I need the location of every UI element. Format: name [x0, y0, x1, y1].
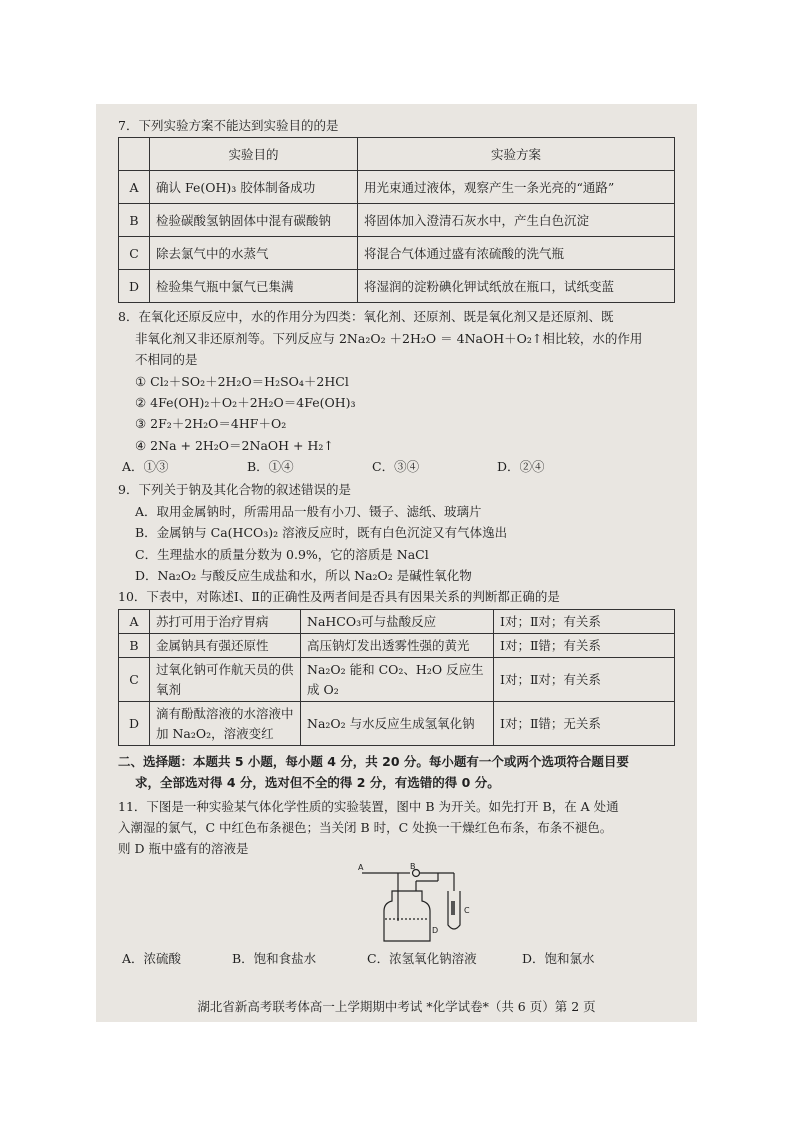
q10-row-key: C — [119, 658, 150, 702]
q7-row — [119, 204, 675, 237]
q10-row-s1: 金属钠具有强还原性 — [150, 634, 301, 658]
q8-stem-line1: 8．在氧化还原反应中，水的作用分为四类：氧化剂、还原剂、既是氧化剂又是还原剂、既 — [118, 309, 614, 325]
q8 — [118, 307, 675, 476]
q8-reaction-1: ① Cl₂＋SO₂＋2H₂O＝H₂SO₄＋2HCl — [135, 373, 349, 389]
q10-row-s2: NaHCO₃可与盐酸反应 — [301, 609, 494, 633]
q7-header-row — [119, 138, 675, 171]
q7-row-key: C — [119, 237, 150, 270]
q10-row-judge: Ⅰ对；Ⅱ对；有关系 — [494, 609, 675, 633]
q10-table — [118, 609, 675, 746]
section-2-heading — [118, 752, 675, 793]
q10-row-s1: 滴有酚酞溶液的水溶液中加 Na₂O₂，溶液变红 — [150, 702, 301, 746]
q8-reaction-3: ③ 2F₂＋2H₂O＝4HF＋O₂ — [135, 416, 287, 432]
q9 — [118, 480, 675, 585]
q7-row-key: D — [119, 270, 150, 303]
q8-reaction-4: ④ 2Na + 2H₂O＝2NaOH + H₂↑ — [135, 437, 334, 453]
q11-options — [118, 949, 675, 968]
q10-row — [119, 658, 675, 702]
q7-row — [119, 171, 675, 204]
section-2-line2: 求，全部选对得 4 分，选对但不全的得 2 分，有选错的得 0 分。 — [135, 775, 500, 791]
q10-row-judge: Ⅰ对；Ⅱ错；无关系 — [494, 702, 675, 746]
q11-option-a: A．浓硫酸 — [122, 950, 182, 966]
q7-row-goal: 检验集气瓶中氯气已集满 — [150, 270, 358, 303]
q11-stem-line1: 11．下图是一种实验某气体化学性质的实验装置，图中 B 为开关。如先打开 B，在 A 处通 — [118, 798, 619, 814]
label-b: B — [410, 861, 416, 871]
q7-row-goal: 确认 Fe(OH)₃ 胶体制备成功 — [150, 171, 358, 204]
q7-row-key: B — [119, 204, 150, 237]
q7-row-goal: 除去氯气中的水蒸气 — [150, 237, 358, 270]
gas-apparatus-diagram — [358, 861, 478, 945]
q9-stem: 9．下列关于钠及其化合物的叙述错误的是 — [118, 482, 351, 498]
q7-row — [119, 270, 675, 303]
q7-row-goal: 检验碳酸氢钠固体中混有碳酸钠 — [150, 204, 358, 237]
q7-stem: 7．下列实验方案不能达到实验目的的是 — [118, 118, 339, 133]
q10-row-s1: 苏打可用于治疗胃病 — [150, 609, 301, 633]
q10 — [118, 587, 675, 746]
q10-row — [119, 702, 675, 746]
q8-option-a: A．①③ — [122, 459, 169, 474]
q8-option-d: D．②④ — [497, 459, 545, 474]
q10-row-s2: 高压钠灯发出透雾性强的黄光 — [301, 634, 494, 658]
q7-row-plan: 将湿润的淀粉碘化钾试纸放在瓶口，试纸变蓝 — [358, 270, 675, 303]
page-footer: 湖北省新高考联考体高一上学期期中考试 *化学试卷*（共 6 页）第 2 页 — [197, 998, 596, 1014]
label-d: D — [432, 925, 439, 935]
q9-option-b: B．金属钠与 Ca(HCO₃)₂ 溶液反应时，既有白色沉淀又有气体逸出 — [135, 525, 508, 541]
q10-row-key: A — [119, 609, 150, 633]
q8-options — [118, 457, 675, 476]
q11-option-b: B．饱和食盐水 — [232, 950, 317, 966]
q7-header-goal: 实验目的 — [150, 138, 358, 171]
q11-option-c: C．浓氢氧化钠溶液 — [367, 950, 477, 966]
q8-stem-line3: 不相同的是 — [135, 352, 198, 368]
q7-row-key: A — [119, 171, 150, 204]
q10-row-s2: Na₂O₂ 能和 CO₂、H₂O 反应生成 O₂ — [301, 658, 494, 702]
exam-page — [96, 104, 697, 1022]
q7-row-plan: 用光束通过液体，观察产生一条光亮的“通路” — [358, 171, 675, 204]
q11-stem-line3: 则 D 瓶中盛有的溶液是 — [118, 841, 249, 857]
q7-header-plan: 实验方案 — [358, 138, 675, 171]
q11 — [118, 797, 675, 969]
q8-reaction-2: ② 4Fe(OH)₂＋O₂＋2H₂O＝4Fe(OH)₃ — [135, 394, 356, 410]
q10-row-judge: Ⅰ对；Ⅱ对；有关系 — [494, 658, 675, 702]
label-c: C — [464, 905, 470, 915]
q11-stem-line2: 入潮湿的氯气，C 中红色布条褪色；当关闭 B 时，C 处换一干燥红色布条，布条不褪色。 — [118, 820, 613, 835]
cloth-strip — [451, 901, 455, 915]
q10-stem: 10．下表中，对陈述Ⅰ、Ⅱ的正确性及两者间是否具有因果关系的判断都正确的是 — [118, 589, 560, 605]
q7-row — [119, 237, 675, 270]
q10-row-s1: 过氧化钠可作航天员的供氧剂 — [150, 658, 301, 702]
bottle-d — [384, 891, 430, 941]
q9-option-a: A．取用金属钠时，所需用品一般有小刀、镊子、滤纸、玻璃片 — [135, 503, 482, 519]
q8-stem-line2: 非氧化剂又非还原剂等。下列反应与 2Na₂O₂ ＋2H₂O ＝ 4NaOH＋O₂↑相比较，水的作用 — [135, 330, 643, 346]
q8-option-b: B．①④ — [247, 459, 294, 474]
label-a: A — [358, 862, 364, 872]
q10-row-key: B — [119, 634, 150, 658]
q8-option-c: C．③④ — [372, 459, 420, 474]
q11-option-d: D．饱和氯水 — [522, 950, 595, 966]
q10-row — [119, 609, 675, 633]
q9-option-c: C．生理盐水的质量分数为 0.9%，它的溶质是 NaCl — [135, 546, 429, 562]
q9-option-d: D．Na₂O₂ 与酸反应生成盐和水，所以 Na₂O₂ 是碱性氧化物 — [135, 567, 472, 583]
q10-row — [119, 634, 675, 658]
q10-row-key: D — [119, 702, 150, 746]
q7-row-plan: 将混合气体通过盛有浓硫酸的洗气瓶 — [358, 237, 675, 270]
q10-row-judge: Ⅰ对；Ⅱ错；有关系 — [494, 634, 675, 658]
q10-row-s2: Na₂O₂ 与水反应生成氢氧化钠 — [301, 702, 494, 746]
section-2-line1: 二、选择题：本题共 5 小题，每小题 4 分，共 20 分。每小题有一个或两个选项符合题目要 — [118, 753, 629, 769]
q7-table — [118, 137, 675, 303]
q7-row-plan: 将固体加入澄清石灰水中，产生白色沉淀 — [358, 204, 675, 237]
q7-header-blank — [119, 138, 150, 171]
